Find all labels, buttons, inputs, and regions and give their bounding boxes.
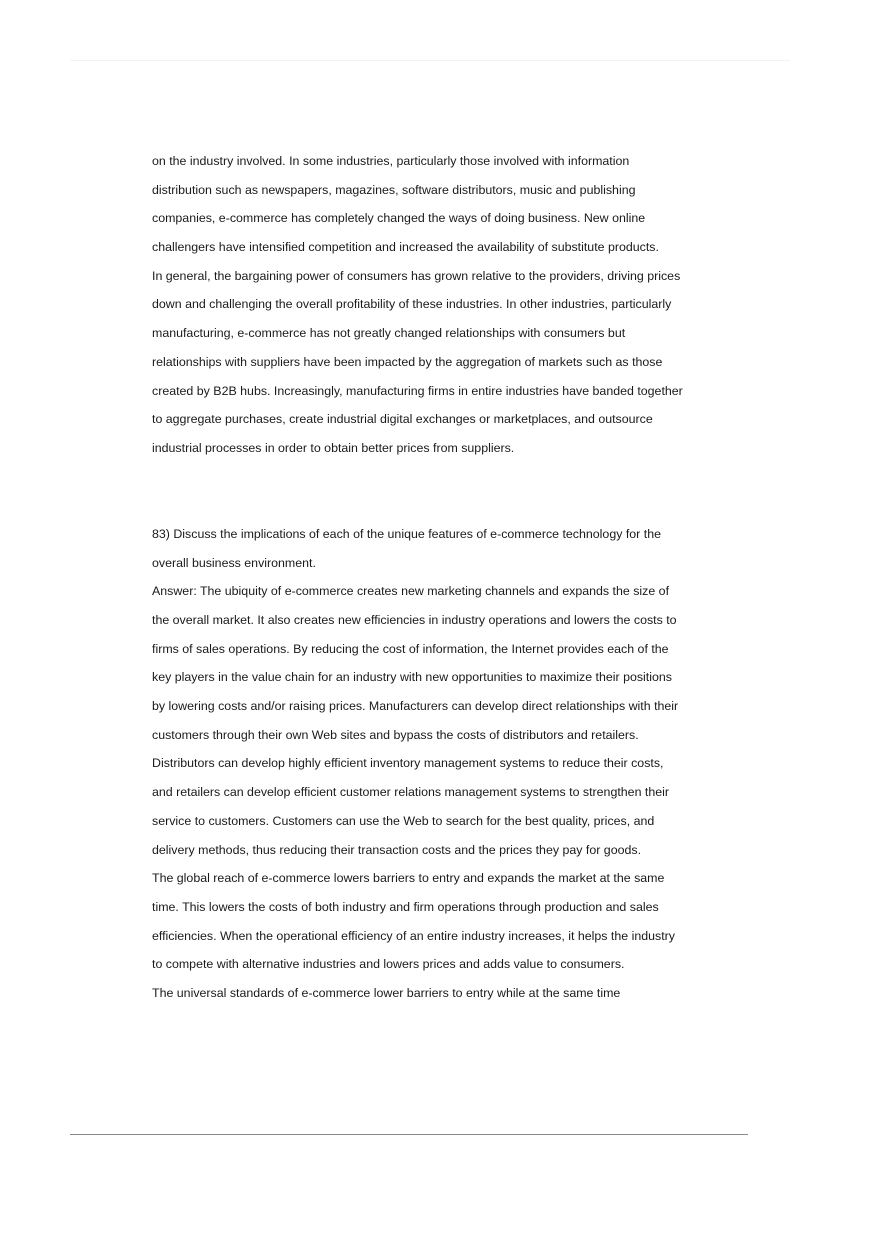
question-line: 83) Discuss the implications of each of the unique features of e-commerce technology for the: [152, 526, 661, 541]
answer-line: time. This lowers the costs of both industry and firm operations through production and sales: [152, 899, 659, 914]
text-line: industrial processes in order to obtain better prices from suppliers.: [152, 440, 515, 455]
answer-text: [152, 577, 732, 1007]
answer-line: The universal standards of e-commerce lower barriers to entry while at the same time: [152, 985, 621, 1000]
continued-paragraph: [152, 147, 732, 463]
answer-line: by lowering costs and/or raising prices. Manufacturers can develop direct relationships with their: [152, 699, 679, 714]
text-line: on the industry involved. In some industries, particularly those involved with information: [152, 154, 630, 168]
text-line: down and challenging the overall profitability of these industries. In other industries, particularly: [152, 297, 672, 312]
footer-divider: [70, 1134, 748, 1135]
answer-line: firms of sales operations. By reducing the cost of information, the Internet provides each of the: [152, 641, 669, 656]
text-line: In general, the bargaining power of consumers has grown relative to the providers, driving prices: [152, 268, 681, 283]
page-body: [152, 147, 732, 1008]
text-line: to aggregate purchases, create industrial digital exchanges or marketplaces, and outsource: [152, 412, 653, 427]
answer-line: Distributors can develop highly efficient inventory management systems to reduce their costs,: [152, 756, 664, 771]
answer-line: The global reach of e-commerce lowers barriers to entry and expands the market at the same: [152, 871, 665, 886]
text-line: distribution such as newspapers, magazines, software distributors, music and publishing: [152, 182, 636, 197]
answer-line: and retailers can develop efficient customer relations management systems to strengthen their: [152, 785, 670, 800]
answer-line: service to customers. Customers can use the Web to search for the best quality, prices, and: [152, 813, 655, 828]
question-83: [152, 520, 732, 1008]
answer-line: key players in the value chain for an industry with new opportunities to maximize their positions: [152, 670, 672, 685]
text-line: created by B2B hubs. Increasingly, manufacturing firms in entire industries have banded together: [152, 383, 683, 398]
question-text: [152, 520, 732, 577]
answer-line: efficiencies. When the operational efficiency of an entire industry increases, it helps the industry: [152, 928, 675, 943]
text-line: challengers have intensified competition and increased the availability of substitute products.: [152, 240, 659, 255]
answer-line: delivery methods, thus reducing their transaction costs and the prices they pay for goods.: [152, 842, 642, 857]
header-divider: [70, 60, 790, 61]
answer-line: customers through their own Web sites and bypass the costs of distributors and retailers.: [152, 727, 639, 742]
text-line: companies, e-commerce has completely changed the ways of doing business. New online: [152, 211, 646, 226]
paragraph-spacer: [152, 463, 732, 520]
text-line: manufacturing, e-commerce has not greatly changed relationships with consumers but: [152, 326, 626, 341]
answer-line: Answer: The ubiquity of e-commerce creates new marketing channels and expands the size of: [152, 584, 670, 599]
answer-line: the overall market. It also creates new efficiencies in industry operations and lowers the costs to: [152, 613, 677, 628]
answer-line: to compete with alternative industries and lowers prices and adds value to consumers.: [152, 957, 625, 972]
question-line: overall business environment.: [152, 555, 316, 570]
text-line: relationships with suppliers have been impacted by the aggregation of markets such as those: [152, 354, 663, 369]
